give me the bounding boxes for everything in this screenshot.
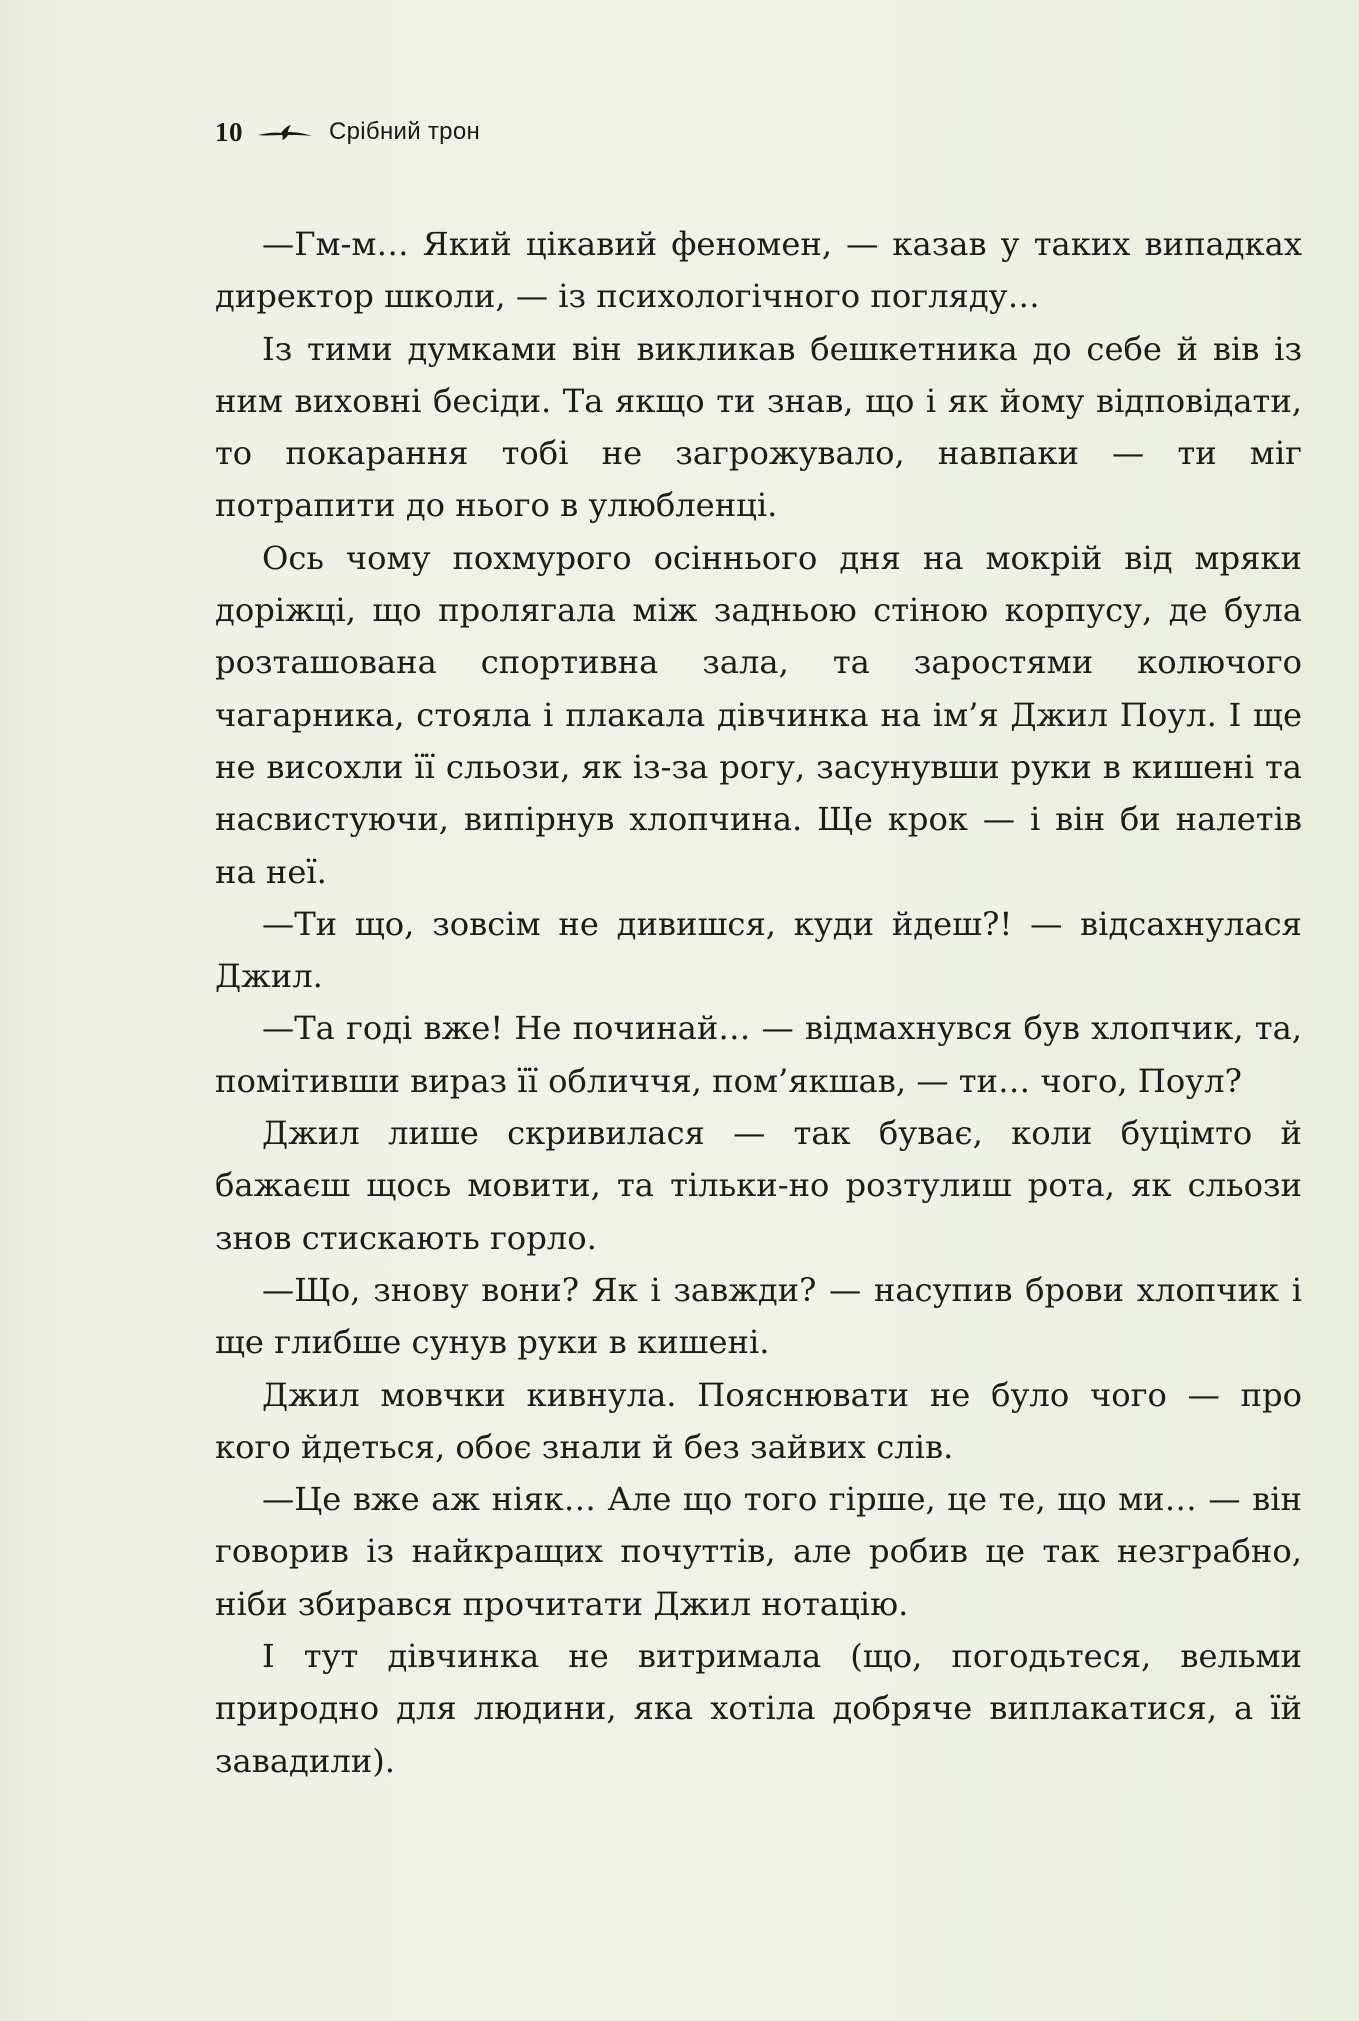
swallow-ornament-icon xyxy=(257,123,313,141)
paragraph: —Ти що, зовсім не дивишся, куди йдеш?! — відсахнулася Джил. xyxy=(215,904,1302,996)
paragraph: І тут дівчинка не витримала (що, погодьтеся, вельми природно для людини, яка хотіла добряче виплакатися, а їй завадили). xyxy=(215,1637,1302,1780)
book-title: Срібний трон xyxy=(329,118,481,145)
running-head xyxy=(215,112,480,152)
page-number: 10 xyxy=(215,116,243,147)
body-text xyxy=(215,218,1302,1787)
paragraph: Джил лише скривилася — так буває, коли буцімто й бажаєш щось мовити, та тільки-но розтулиш рота, як сльози знов стискають горло. xyxy=(215,1114,1302,1257)
paragraph: Ось чому похмурого осіннього дня на мокрій від мряки доріжці, що пролягала між задньою стіною корпусу, де була розташована спортивна зала, та заростями колючого чагарника, стояла і плакала дівчинка на ім’я Джил Поул. І ще не висохли її сльози, як із-за рогу, засунувши руки в кишені та насвистуючи, випірнув хлопчина. Ще крок — і він би налетів на неї. xyxy=(215,538,1302,891)
paragraph: —Що, знову вони? Як і завжди? — насупив брови хлопчик і ще глибше сунув руки в кишені. xyxy=(215,1270,1302,1362)
paragraph: —Гм-м… Який цікавий феномен, — казав у таких випадках директор школи, — із психологічного погляду… xyxy=(215,225,1302,316)
paragraph: Джил мовчки кивнула. Пояснювати не було чого — про кого йдеться, обоє знали й без зайвих слів. xyxy=(215,1375,1302,1466)
paragraph: Із тими думками він викликав бешкетника до себе й вів із ним виховні бесіди. Та якщо ти знав, що і як йому відповідати, то покарання тобі не загрожувало, навпаки — ти міг потрапити до нього в улюбленці. xyxy=(215,329,1302,525)
paragraph: —Та годі вже! Не починай… — відмахнувся був хлопчик, та, помітивши вираз її обличчя, пом’якшав, — ти… чого, Поул? xyxy=(215,1009,1302,1100)
paragraph: —Це вже аж ніяк… Але що того гірше, це те, що ми… — він говорив із найкращих почуттів, але робив це так незграбно, ніби збирався прочитати Джил нотацію. xyxy=(215,1480,1302,1623)
